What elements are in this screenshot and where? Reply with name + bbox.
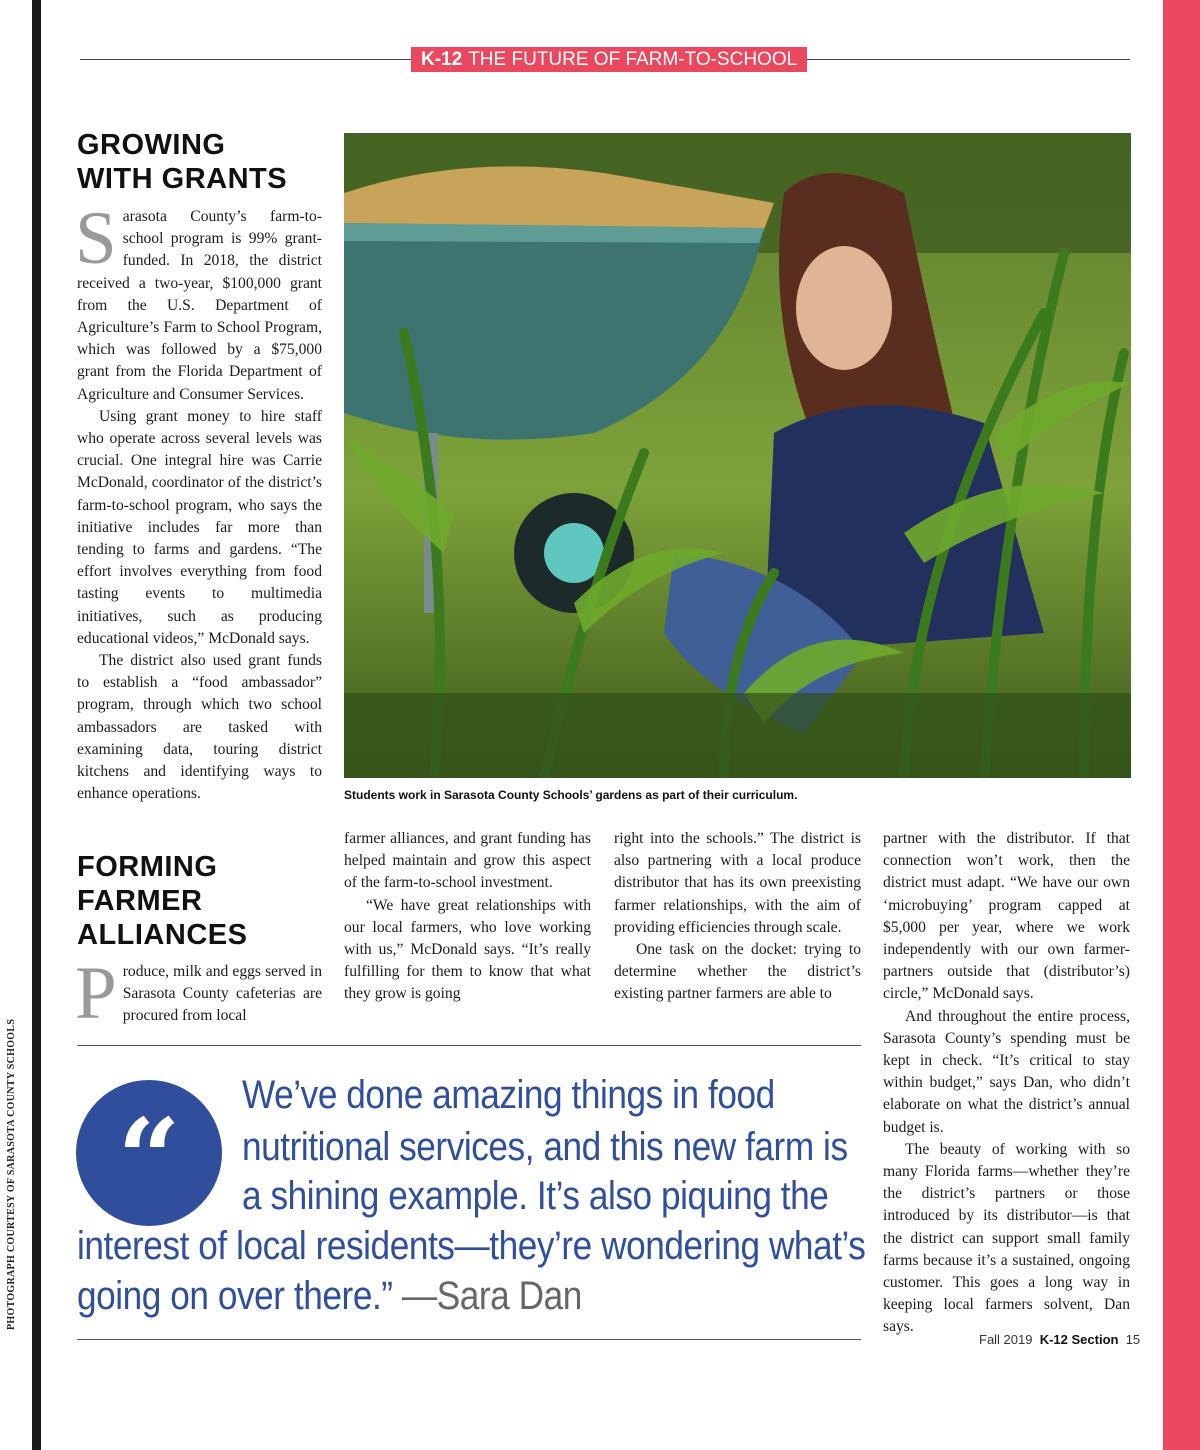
pullquote-line: We’ve done amazing things in food <box>242 1073 775 1117</box>
paragraph: Using grant money to hire staff who operate across several levels was crucial. One integral hire was Carrie McDonald, coordinator of the district’s farm-to-school program, who says the initiative includes far more than tending to farms and gardens. “The effort involves everything from food tasting events to multimedia initiatives, such as producing educational videos,” McDonald says. <box>77 407 322 647</box>
footer-issue: Fall 2019 <box>979 1332 1033 1347</box>
pullquote-text: going on over there.” <box>77 1274 393 1318</box>
quote-mark-badge <box>76 1080 222 1226</box>
paragraph: farmer alliances, and grant funding has helped maintain and grow this aspect of the farm-to-school investment. <box>344 830 591 892</box>
quote-mark-icon: “ <box>117 1094 181 1223</box>
paragraph: One task on the docket: trying to determine whether the district’s existing partner farmers are able to <box>614 941 861 1003</box>
paragraph-text: roduce, milk and eggs served in Sarasota County cafeterias are procured from local <box>122 963 322 1025</box>
heading-line: FORMING <box>77 851 218 883</box>
article-column-2 <box>344 828 591 1006</box>
drop-cap: P <box>75 952 117 1035</box>
paragraph: The district also used grant funds to establish a “food ambassador” program, through which two school ambassadors are tasked with examining data, touring district kitchens and identifying ways to enhance operations. <box>77 652 322 803</box>
pullquote-line-last <box>77 1270 582 1322</box>
pullquote-line: a shining example. It’s also piquing the <box>242 1174 829 1218</box>
paragraph: And throughout the entire process, Sarasota County’s spending must be kept in check. “It’s critical to stay within budget,” says Dan, who didn’t elaborate on what the district’s annual budget is. <box>883 1007 1130 1136</box>
pullquote-line: interest of local residents—they’re wondering what’s <box>77 1224 866 1268</box>
photo-credit: PHOTOGRAPH COURTESY OF SARASOTA COUNTY SCHOOLS <box>6 1018 17 1330</box>
paragraph: right into the schools.” The district is also partnering with a local produce distributor that has its own preexisting farmer relationships, with the aim of providing efficiencies through scale. <box>614 830 861 936</box>
article-column-1 <box>75 197 322 805</box>
paragraph <box>75 952 322 1035</box>
heading-line: WITH GRANTS <box>77 163 288 195</box>
left-edge-bar <box>32 0 41 1450</box>
paragraph: “We have great relationships with our local farmers, who love working with us,” McDonald says. “It’s really fulfilling for them to know that what they grow is going <box>344 896 591 1003</box>
pullquote-attribution: —Sara Dan <box>401 1274 582 1318</box>
section-label: K-12 <box>421 49 463 70</box>
page-number: 15 <box>1125 1332 1141 1347</box>
article-column-1b <box>75 952 322 1035</box>
footer-section: K-12 Section <box>1039 1332 1119 1347</box>
paragraph <box>75 197 322 406</box>
page-footer <box>979 1332 1140 1347</box>
paragraph: The beauty of working with so many Florida farms—whether they’re the district’s partners or those introduced by its distributor—is that the district can support small family farms because it’s a sustained, ongoing customer. This goes a long way in keeping local farmers solvent, Dan says. <box>883 1140 1130 1336</box>
pullquote-bottom-rule <box>77 1339 861 1340</box>
drop-cap: S <box>75 197 117 280</box>
heading-line: GROWING <box>77 129 226 161</box>
garden-photo <box>344 133 1131 778</box>
heading-line: FARMER <box>77 885 203 917</box>
pullquote-top-rule <box>77 1045 861 1046</box>
article-column-3 <box>614 828 861 1006</box>
heading-growing-with-grants <box>77 128 287 196</box>
pullquote-line: nutritional services, and this new farm is <box>242 1125 848 1169</box>
section-title: THE FUTURE OF FARM-TO-SCHOOL <box>468 49 798 70</box>
right-edge-bar <box>1163 0 1200 1450</box>
heading-forming-farmer-alliances <box>77 850 247 952</box>
section-header <box>411 47 807 72</box>
article-column-4 <box>883 828 1130 1339</box>
photo-caption: Students work in Sarasota County Schools’ gardens as part of their curriculum. <box>344 788 798 802</box>
paragraph: partner with the distributor. If that connection won’t work, then the district must adapt. “We have our own ‘microbuying’ program capped at $5,000 per year, where we work independently with our own farmer-partners outside that (distributor’s) circle,” McDonald says. <box>883 830 1130 1003</box>
heading-line: ALLIANCES <box>77 919 248 951</box>
paragraph-text: arasota County’s farm-to-school program is 99% grant-funded. In 2018, the district received a two-year, $100,000 grant from the U.S. Department of Agriculture’s Farm to School Program, which was followed by a $75,000 grant from the Florida Department of Agriculture and Consumer Services. <box>77 208 322 403</box>
